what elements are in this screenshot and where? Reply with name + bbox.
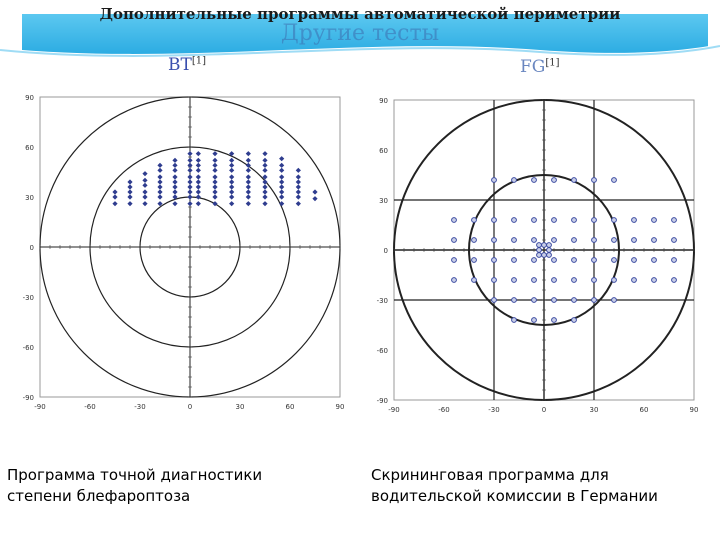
test-point-ring: [492, 178, 497, 183]
test-point-diamond: [279, 184, 284, 189]
y-tick-label: -30: [22, 294, 34, 302]
test-point-ring: [552, 238, 557, 243]
test-point-ring: [492, 238, 497, 243]
test-point-diamond: [262, 194, 267, 199]
test-point-diamond: [157, 179, 162, 184]
test-point-diamond: [196, 151, 201, 156]
test-point-ring: [592, 278, 597, 283]
test-point-diamond: [187, 184, 192, 189]
x-tick-label: -90: [388, 406, 400, 414]
test-point-diamond: [142, 189, 147, 194]
test-point-ring: [452, 258, 457, 263]
test-point-ring: [592, 298, 597, 303]
test-point-diamond: [279, 174, 284, 179]
test-point-diamond: [296, 201, 301, 206]
x-tick-label: -30: [134, 403, 146, 411]
test-point-ring: [552, 318, 557, 323]
bt-perimetry-chart: [0, 90, 360, 420]
test-point-diamond: [142, 171, 147, 176]
test-point-diamond: [187, 158, 192, 163]
test-point-diamond: [279, 189, 284, 194]
test-point-ring: [532, 298, 537, 303]
test-point-diamond: [142, 201, 147, 206]
test-point-diamond: [279, 179, 284, 184]
test-point-diamond: [172, 163, 177, 168]
test-point-diamond: [142, 183, 147, 188]
test-point-ring: [572, 298, 577, 303]
test-point-diamond: [262, 189, 267, 194]
test-point-diamond: [312, 189, 317, 194]
y-tick-label: 0: [29, 244, 34, 252]
test-point-diamond: [262, 151, 267, 156]
test-point-diamond: [127, 179, 132, 184]
test-point-diamond: [296, 168, 301, 173]
test-point-diamond: [196, 163, 201, 168]
test-point-ring: [592, 178, 597, 183]
test-point-ring: [632, 258, 637, 263]
test-point-diamond: [246, 151, 251, 156]
test-point-diamond: [246, 201, 251, 206]
test-point-ring: [532, 258, 537, 263]
test-point-diamond: [187, 174, 192, 179]
y-tick-label: 60: [379, 147, 388, 155]
test-point-diamond: [279, 194, 284, 199]
test-point-ring: [532, 278, 537, 283]
test-point-diamond: [229, 179, 234, 184]
test-point-ring: [512, 298, 517, 303]
test-point-diamond: [296, 174, 301, 179]
test-point-ring: [652, 238, 657, 243]
test-point-ring: [537, 248, 542, 253]
test-point-ring: [547, 248, 552, 253]
test-point-ring: [472, 218, 477, 223]
test-point-ring: [552, 178, 557, 183]
test-point-ring: [512, 258, 517, 263]
test-point-ring: [612, 278, 617, 283]
test-point-ring: [452, 278, 457, 283]
test-point-ring: [552, 258, 557, 263]
test-point-diamond: [229, 194, 234, 199]
y-tick-label: 30: [25, 194, 34, 202]
test-point-diamond: [196, 174, 201, 179]
test-point-diamond: [229, 168, 234, 173]
test-point-ring: [492, 278, 497, 283]
test-point-diamond: [229, 189, 234, 194]
fg-caption: [371, 465, 658, 507]
test-point-ring: [572, 238, 577, 243]
test-point-ring: [452, 238, 457, 243]
test-point-diamond: [212, 168, 217, 173]
test-point-diamond: [262, 184, 267, 189]
bt-label-text: BT: [168, 55, 192, 75]
test-point-diamond: [279, 163, 284, 168]
test-point-diamond: [296, 189, 301, 194]
test-point-diamond: [172, 184, 177, 189]
test-point-diamond: [172, 201, 177, 206]
test-point-diamond: [172, 179, 177, 184]
test-point-diamond: [127, 201, 132, 206]
test-point-ring: [532, 218, 537, 223]
test-point-ring: [537, 243, 542, 248]
test-point-diamond: [212, 158, 217, 163]
test-point-diamond: [262, 163, 267, 168]
fg-label-text: FG: [520, 57, 546, 77]
test-point-ring: [542, 243, 547, 248]
x-tick-label: 60: [639, 406, 649, 414]
x-tick-label: 90: [335, 403, 345, 411]
test-point-ring: [552, 278, 557, 283]
fg-perimetry-chart: [366, 88, 706, 418]
test-point-diamond: [212, 179, 217, 184]
test-point-ring: [512, 238, 517, 243]
test-point-diamond: [172, 189, 177, 194]
test-point-diamond: [127, 194, 132, 199]
test-point-diamond: [229, 174, 234, 179]
y-tick-label: 60: [25, 144, 34, 152]
slide-subtitle-ghost: Другие тесты: [280, 21, 440, 46]
test-point-ring: [547, 243, 552, 248]
test-point-diamond: [229, 158, 234, 163]
x-tick-label: 30: [235, 403, 245, 411]
test-point-ring: [592, 258, 597, 263]
test-point-ring: [512, 218, 517, 223]
x-tick-label: -90: [34, 403, 46, 411]
test-point-diamond: [112, 201, 117, 206]
test-point-diamond: [187, 189, 192, 194]
test-point-diamond: [246, 168, 251, 173]
test-point-diamond: [157, 184, 162, 189]
test-point-diamond: [212, 194, 217, 199]
test-point-ring: [552, 298, 557, 303]
test-point-diamond: [187, 201, 192, 206]
test-point-diamond: [196, 168, 201, 173]
test-point-ring: [672, 218, 677, 223]
fg-caption-line2: водительской комиссии в Германии: [371, 487, 658, 505]
bt-caption: [7, 465, 262, 507]
test-point-ring: [532, 238, 537, 243]
y-tick-label: 0: [383, 247, 388, 255]
test-point-diamond: [196, 194, 201, 199]
test-point-diamond: [212, 163, 217, 168]
test-point-ring: [652, 258, 657, 263]
test-point-diamond: [187, 151, 192, 156]
test-point-diamond: [196, 189, 201, 194]
test-point-diamond: [142, 194, 147, 199]
x-tick-label: -60: [438, 406, 450, 414]
test-point-diamond: [172, 174, 177, 179]
test-point-diamond: [157, 189, 162, 194]
test-point-ring: [592, 218, 597, 223]
test-point-ring: [632, 238, 637, 243]
test-point-ring: [612, 178, 617, 183]
test-point-diamond: [196, 179, 201, 184]
test-point-diamond: [246, 184, 251, 189]
y-tick-label: 90: [379, 97, 388, 105]
test-point-diamond: [246, 158, 251, 163]
slide-title: Дополнительные программы автоматической периметрии: [99, 5, 621, 23]
test-point-diamond: [127, 184, 132, 189]
test-point-ring: [552, 218, 557, 223]
fg-caption-line1: Скрининговая программа для: [371, 466, 609, 484]
test-point-diamond: [296, 194, 301, 199]
test-point-diamond: [172, 158, 177, 163]
fg-ref: [1]: [545, 57, 560, 69]
test-point-diamond: [187, 168, 192, 173]
test-point-ring: [572, 218, 577, 223]
test-point-ring: [572, 178, 577, 183]
x-tick-label: 30: [589, 406, 599, 414]
test-point-ring: [592, 238, 597, 243]
test-point-diamond: [187, 179, 192, 184]
test-point-ring: [612, 298, 617, 303]
test-point-ring: [537, 253, 542, 258]
y-tick-label: -60: [22, 344, 34, 352]
y-tick-label: -90: [376, 397, 388, 405]
test-point-diamond: [229, 201, 234, 206]
test-point-diamond: [229, 163, 234, 168]
test-point-diamond: [212, 174, 217, 179]
test-point-ring: [532, 178, 537, 183]
x-tick-label: 0: [187, 403, 193, 411]
test-point-ring: [632, 278, 637, 283]
test-point-diamond: [296, 184, 301, 189]
y-tick-label: -60: [376, 347, 388, 355]
test-point-ring: [452, 218, 457, 223]
test-point-ring: [612, 218, 617, 223]
test-point-diamond: [229, 184, 234, 189]
x-tick-label: 60: [285, 403, 295, 411]
x-tick-label: 0: [541, 406, 547, 414]
test-point-diamond: [187, 194, 192, 199]
test-point-ring: [572, 278, 577, 283]
test-point-ring: [547, 253, 552, 258]
test-point-ring: [672, 278, 677, 283]
test-point-ring: [512, 278, 517, 283]
test-point-diamond: [112, 189, 117, 194]
test-point-ring: [512, 318, 517, 323]
test-point-diamond: [157, 168, 162, 173]
x-tick-label: -30: [488, 406, 500, 414]
fg-label: [520, 57, 560, 77]
test-point-ring: [652, 278, 657, 283]
bt-ref: [1]: [191, 55, 207, 67]
y-tick-label: -90: [22, 394, 34, 402]
test-point-diamond: [196, 201, 201, 206]
bt-label: [168, 55, 206, 75]
x-tick-label: -60: [84, 403, 96, 411]
test-point-ring: [542, 253, 547, 258]
test-point-diamond: [246, 189, 251, 194]
test-point-ring: [532, 318, 537, 323]
y-tick-label: 30: [379, 197, 388, 205]
test-point-diamond: [296, 179, 301, 184]
bt-caption-line2: степени блефароптоза: [7, 487, 191, 505]
test-point-ring: [652, 218, 657, 223]
test-point-diamond: [196, 184, 201, 189]
test-point-ring: [632, 218, 637, 223]
test-point-diamond: [157, 174, 162, 179]
test-point-diamond: [246, 179, 251, 184]
test-point-ring: [472, 278, 477, 283]
test-point-diamond: [279, 156, 284, 161]
test-point-ring: [572, 258, 577, 263]
test-point-ring: [672, 238, 677, 243]
test-point-diamond: [127, 189, 132, 194]
test-point-diamond: [312, 196, 317, 201]
test-point-diamond: [196, 158, 201, 163]
test-point-ring: [472, 238, 477, 243]
test-point-diamond: [262, 201, 267, 206]
test-point-ring: [572, 318, 577, 323]
test-point-ring: [672, 258, 677, 263]
test-point-ring: [512, 178, 517, 183]
test-point-diamond: [262, 158, 267, 163]
y-tick-label: -30: [376, 297, 388, 305]
test-point-diamond: [212, 189, 217, 194]
test-point-diamond: [246, 194, 251, 199]
test-point-diamond: [172, 168, 177, 173]
test-point-ring: [492, 218, 497, 223]
test-point-diamond: [262, 168, 267, 173]
bt-caption-line1: Программа точной диагностики: [7, 466, 263, 484]
test-point-diamond: [246, 174, 251, 179]
y-tick-label: 90: [25, 94, 34, 102]
test-point-diamond: [142, 178, 147, 183]
test-point-diamond: [157, 194, 162, 199]
test-point-ring: [492, 298, 497, 303]
test-point-ring: [612, 238, 617, 243]
x-tick-label: 90: [689, 406, 699, 414]
test-point-diamond: [279, 168, 284, 173]
test-point-diamond: [212, 184, 217, 189]
test-point-ring: [472, 258, 477, 263]
test-point-diamond: [212, 151, 217, 156]
test-point-ring: [612, 258, 617, 263]
test-point-ring: [492, 258, 497, 263]
test-point-diamond: [112, 194, 117, 199]
test-point-diamond: [157, 163, 162, 168]
